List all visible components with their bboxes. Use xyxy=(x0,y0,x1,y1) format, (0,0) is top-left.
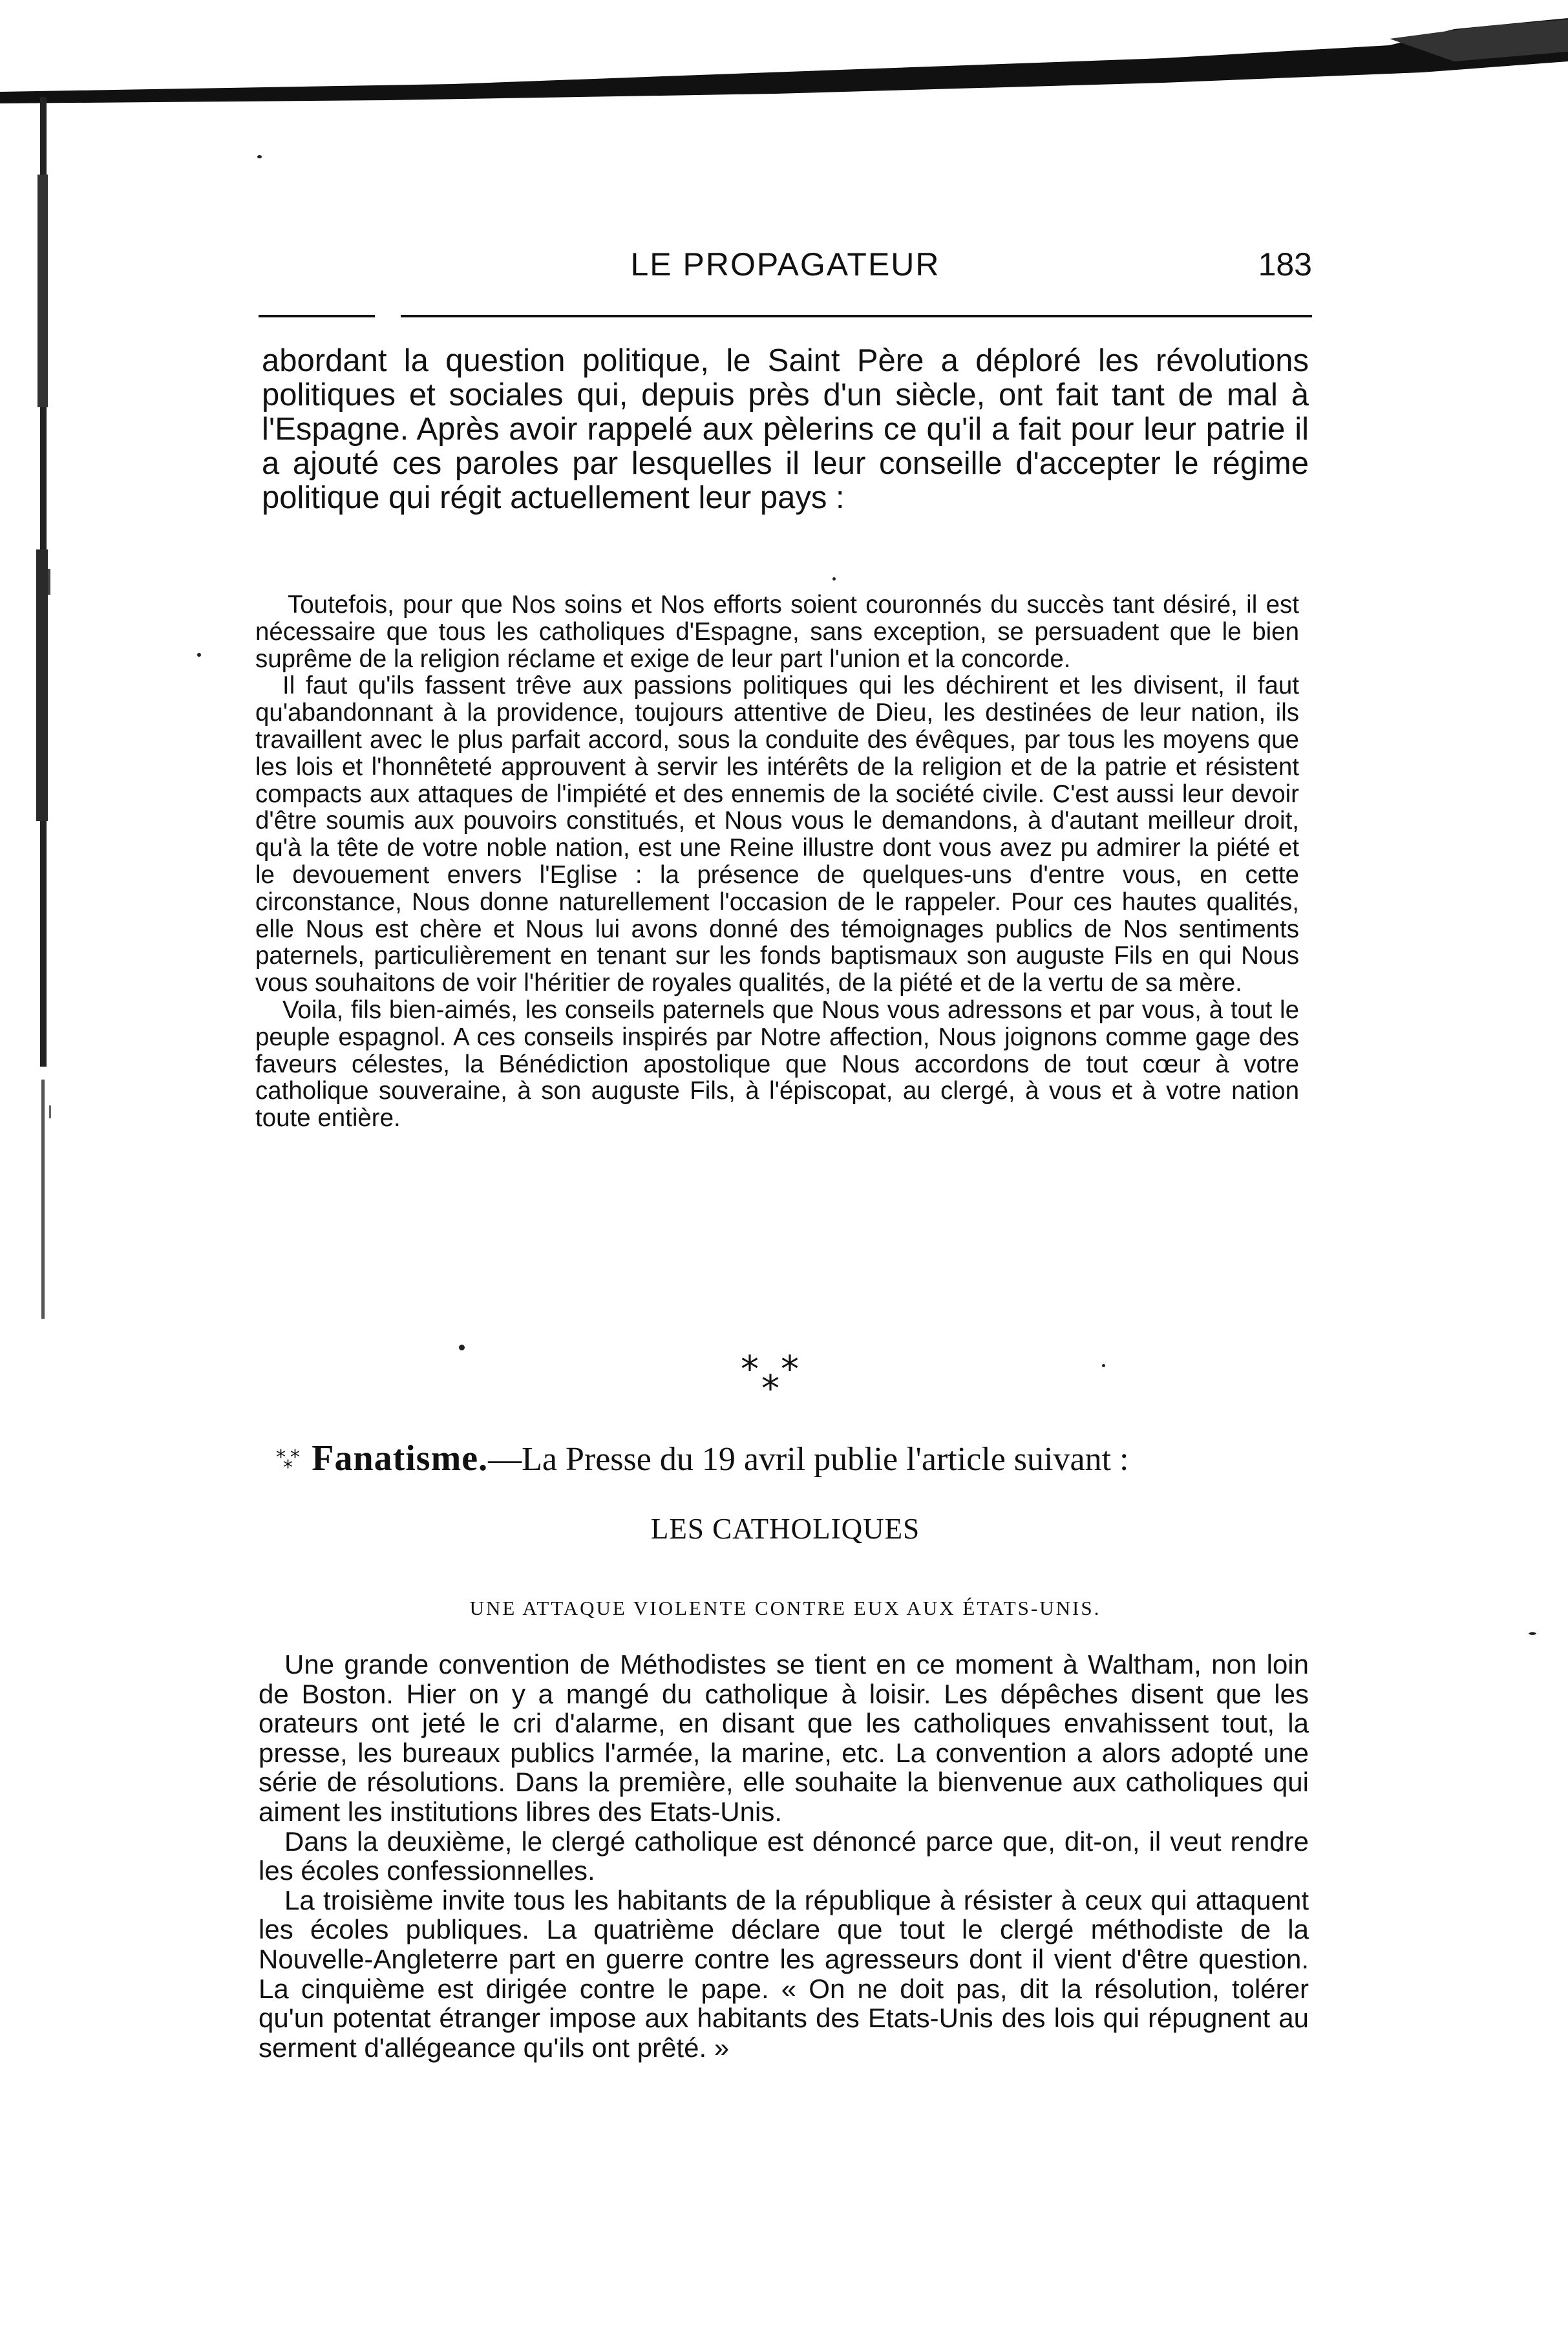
scan-border-left xyxy=(26,97,71,1325)
article-subtitle: UNE ATTAQUE VIOLENTE CONTRE EUX AUX ÉTATS-UNIS. xyxy=(469,1597,1101,1619)
stray-mark xyxy=(1529,1632,1536,1635)
stray-mark xyxy=(1102,1364,1105,1367)
quote-paragraph: Toutefois, pour que Nos soins et Nos efforts soient couronnés du succès tant désiré, il est nécessaire que tous les catholiques d'Espagne, sans exception, se persuadent que le bien suprême de la religion réclame et exige de leur part l'union et la concorde. xyxy=(255,591,1299,673)
intro-paragraph: abordant la question politique, le Saint Père a déploré les révolutions politiques et sociales qui, depuis près d'un siècle, ont fait tant de mal à l'Espagne. Après avoir rappelé aux pèlerins ce qu'il a fait pour leur patrie il a ajouté ces paroles par lesquelles il leur conseille d'accepter le régime politique qui régit actuellement leur pays : xyxy=(262,343,1309,515)
stray-mark xyxy=(459,1345,465,1350)
stray-mark xyxy=(832,577,836,581)
article-title: LES CATHOLIQUES xyxy=(650,1513,920,1545)
stray-mark xyxy=(197,653,201,657)
asterism-star: * xyxy=(741,1348,759,1390)
asterism-separator xyxy=(737,1348,827,1410)
article-body xyxy=(259,1650,1309,2062)
scan-border-top xyxy=(0,0,1568,103)
asterism-icon xyxy=(275,1445,303,1479)
article-paragraph: La troisième invite tous les habitants de la république à résister à ceux qui attaquent les écoles publiques. La quatrième déclare que tout le clergé méthodiste de la Nouvelle-Angleterre part en guerre contre les agresseurs dont il vient d'être question. La cinquième est dirigée contre le pape. « On ne doit pas, dit la résolution, tolérer qu'un potentat étranger impose aux habitants des Etats-Unis des lois qui répugnent au serment d'allégeance qu'ils ont prêté. » xyxy=(259,1884,1309,2063)
quote-paragraph: Voila, fils bien-aimés, les conseils paternels que Nous vous adressons et par vous, à tout le peuple espagnol. A ces conseils inspirés par Notre affection, Nous joignons comme gage des faveurs célestes, la Bénédiction apostolique que Nous accordons de tout cœur à votre catholique souveraine, à son auguste Fils, à l'épiscopat, au clergé, à vous et à votre nation toute entière. xyxy=(255,996,1299,1133)
running-title: LE PROPAGATEUR xyxy=(630,246,940,282)
quote-paragraph: Il faut qu'ils fassent trêve aux passions politiques qui les déchirent et les divisent, il faut qu'abandonnant à la providence, toujours attentive de Dieu, les destinées de leur nation, ils travaillent avec le plus parfait accord, sous la conduite des évêques, par tous les moyens que les lois et l'honnêteté approuvent à servir les intérêts de la religion et de la patrie et résistent compacts aux attaques de l'impiété et des ennemis de la société civile. C'est aussi leur devoir d'être soumis aux pouvoirs constitués, et Nous vous le demandons, à d'autant meilleur droit, qu'à la tête de votre noble nation, est une Reine illustre dont vous avez pu admirer la piété et le devouement envers l'Eglise : la présence de quelques-uns d'entre vous, en cette circonstance, Nous donne naturellement l'occasion de le rappeler. Pour ces hautes qualités, elle Nous est chère et Nous lui avons donné des témoignages publics de Nos sentiments paternels, particulièrement en tenant sur les fonds baptismaux son auguste Fils en qui Nous vous souhaitons de voir l'héritier de royales qualités, de la piété et de la vertu de sa mère. xyxy=(255,672,1299,997)
page-number: 183 xyxy=(1258,246,1312,282)
stray-mark xyxy=(257,155,262,158)
section-heading xyxy=(275,1439,1322,1479)
article-paragraph: Une grande convention de Méthodistes se tient en ce moment à Waltham, non loin de Boston. Hier on y a mangé du catholique à loisir. Les dépêches disent que les orateurs ont jeté le cri d'alarme, en disant que les catholiques envahissent tout, la presse, les bureaux publics l'armée, la marine, etc. La convention a alors adopté une série de résolutions. Dans la première, elle souhaite la bienvenue aux catholiques qui aiment les institutions libres des Etats-Unis. xyxy=(259,1649,1309,1827)
article-paragraph: Dans la deuxième, le clergé catholique est dénoncé parce que, dit-on, il veut rendre les écoles confessionnelles. xyxy=(259,1826,1309,1886)
papal-quote xyxy=(255,591,1299,1132)
asterism-star: * xyxy=(761,1368,779,1410)
page-header xyxy=(259,246,1312,297)
asterism-star: * xyxy=(276,1445,286,1469)
header-rule-short xyxy=(259,315,375,317)
asterism-star: * xyxy=(781,1348,799,1390)
header-rule-long xyxy=(401,315,1312,317)
section-intro: —La Presse du 19 avril publie l'article suivant : xyxy=(488,1441,1129,1478)
section-title: Fanatisme. xyxy=(312,1438,489,1478)
asterism-star: * xyxy=(290,1445,300,1469)
asterism-star: * xyxy=(283,1456,293,1479)
